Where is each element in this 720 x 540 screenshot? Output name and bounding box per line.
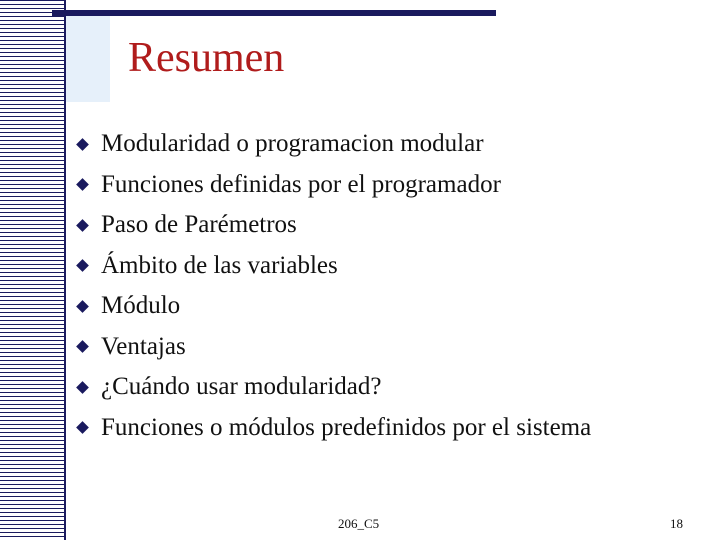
top-rule-decoration [52,10,496,16]
bullet-list [76,124,591,448]
bullet-item [76,205,591,246]
bullet-item [76,327,591,368]
bullet-text: Módulo [101,292,181,320]
bullet-item [76,246,591,287]
diamond-bullet-icon [76,421,89,434]
bullet-item [76,165,591,206]
footer-label: 206_C5 [338,516,380,531]
diamond-bullet-icon [76,259,89,272]
bullet-text: ¿Cuándo usar modularidad? [101,373,382,401]
diamond-bullet-icon [76,340,89,353]
bullet-item [76,408,591,449]
bullet-text: Paso de Parémetros [101,211,297,239]
bullet-text: Ventajas [101,332,186,360]
bullet-text: Funciones definidas por el programador [101,170,501,198]
bullet-text: Funciones o módulos predefinidos por el sistema [101,413,592,441]
diamond-bullet-icon [76,219,89,232]
title-panel-decoration [66,16,110,102]
diamond-bullet-icon [76,300,89,313]
bullet-text: Ámbito de las variables [101,251,338,279]
left-stripe-decoration [0,0,66,540]
slide-title: Resumen [128,35,285,81]
bullet-item [76,286,591,327]
diamond-bullet-icon [76,381,89,394]
diamond-bullet-icon [76,178,89,191]
bullet-text: Modularidad o programacion modular [101,130,484,158]
page-number: 18 [670,516,683,531]
bullet-item [76,124,591,165]
bullet-item [76,367,591,408]
diamond-bullet-icon [76,138,89,151]
